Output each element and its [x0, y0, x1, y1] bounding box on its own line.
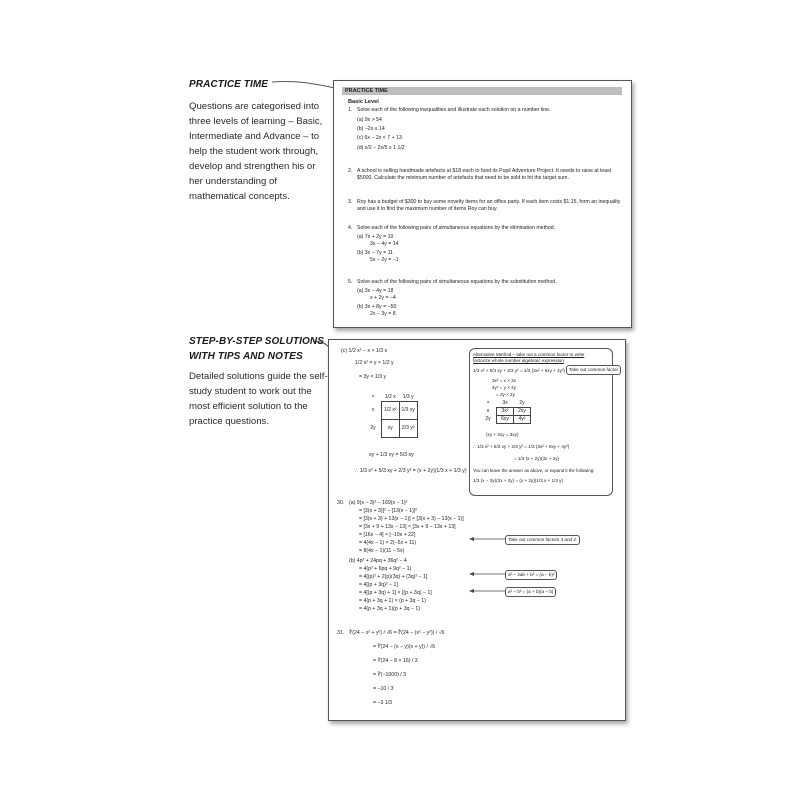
solution-line: = −10 / 3 [373, 686, 394, 692]
solution-line: = ∛(24 − 8 × 16) / 3 [373, 658, 418, 664]
grid-cell: 4y² [514, 416, 531, 424]
step-solutions-title-line1: STEP-BY-STEP SOLUTIONS [189, 336, 324, 347]
question-number: 30. [337, 500, 345, 506]
grid-cell: 2/3 y² [399, 420, 417, 438]
step-solutions-text: Detailed solutions guide the self-study student to work out the most efficient solution to the practice questions. [189, 371, 328, 427]
question-1: 1. Solve each of the following inequalities and illustrate each solution on a number line. (a) 9x > 54 (b) −2x ≤ 14 (c) 6x − 2x < 7 + 13 (d) x/2 − 2x/5 ≥ 1 1/2 [348, 107, 551, 151]
solution-line: = [3(x + 3) + 13(x − 1)] × [3(x + 3) − 13(x − 1)] [359, 516, 464, 522]
solution-line: = 4(4x − 1) × 2(−5x + 11) [359, 540, 417, 546]
solution-line: = [3(x + 3)]² − [13(x − 1)]² [359, 508, 417, 514]
grid-cell: 2y [485, 416, 491, 422]
solution-line: ∴ 1/3 x² + 5/3 xy + 2/3 y² = (x + 2y)(1/3 x + 1/3 y) [355, 468, 467, 474]
grid-cell: 2y [519, 400, 525, 406]
solution-line: = 4[(p + 3q) + 1] × [(p + 3q) − 1] [359, 590, 432, 596]
alt-line: 3x² = x × 3x [492, 378, 517, 383]
alt-line: = 1/3 (x + 2y)(3x + 2y) [514, 456, 560, 461]
note-difference-of-squares: a² − b² = (a + b)(a − b) [505, 587, 556, 597]
question-number: 31. [337, 630, 345, 636]
practice-time-description [189, 77, 329, 204]
note-common-factor: Take out common factor [566, 365, 621, 375]
grid-cell: × [486, 400, 490, 407]
solution-line: = 4[(p + 3q)² − 1] [359, 582, 398, 588]
practice-page-preview [333, 80, 632, 328]
alt-line: = 2y × 2y [496, 392, 515, 397]
solution-line: ∛(24 − x² + y²) / √6 = ∛(24 − (x² − y²)) / √6 [349, 630, 445, 636]
question-5: 5. Solve each of the following pairs of simultaneous equations by the substitution method. (a) 3x − 4y = 18 x + 2y = −4 (b) 3x + 8y = −50 2x − 3y = 8 [348, 279, 557, 317]
grid-cell: 3x² [497, 408, 514, 416]
solution-line: xy + 1/3 xy = 5/3 xy [369, 452, 414, 458]
solution-line: = 3y × 1/3 y [359, 374, 387, 380]
solution-line: = 8(4x − 1)(11 − 5x) [359, 548, 405, 554]
question-4: 4. Solve each of the following pairs of simultaneous equations by the elimination method. (a) 7x + 2y = 10 3x − 4y = 14 (b) 3x − 7y = 11 5x − 2y = −1 [348, 225, 556, 263]
grid-cell: x [486, 408, 490, 414]
alt-line: You can leave the answer as above, or expand it the following: [473, 468, 595, 473]
grid-cell: 1/2 x² [382, 402, 400, 420]
alt-line: (xy + 2xy = 3xy) [486, 432, 519, 437]
grid-cell: xy [382, 420, 400, 438]
practice-time-text: Questions are categorised into three levels of learning – Basic, Intermediate and Advance – to help the student work through, develop and strengthen his or her understanding of mathematical concepts. [189, 101, 323, 202]
grid-cell: × [371, 394, 375, 401]
solution-line: = ∛(24 − (x − y)(x + y)) / √6 [373, 644, 436, 650]
grid-cell: 2xy [514, 408, 531, 416]
solution-line: (c) 1/2 x² − x × 1/3 x [341, 348, 388, 354]
alt-line: 4y² = y × 4y [492, 385, 517, 390]
alt-line: 1/3 (x − 2y)(3x + 2y) = (x + 2y)(1/3 x + 1/3 y) [473, 478, 563, 483]
practice-time-title: PRACTICE TIME [189, 79, 269, 90]
solution-line: (a) 9(x − 3)² − 169(x − 1)² [349, 500, 408, 506]
solution-line: = −3 1/3 [373, 700, 393, 706]
alt-line: ∴ 1/3 x² + 5/3 xy + 2/3 y² = 1/3 (3x² + 8xy + 4y²) [473, 444, 570, 449]
grid-cell: 1/2 x [384, 394, 396, 400]
solution-line: = [16x − 4] × [−10x + 22] [359, 532, 416, 538]
solution-line: = [3x + 9 + 13x − 13] × [3x + 9 − 13x + 13] [359, 524, 456, 530]
grid-cell: 1/3 xy [399, 402, 417, 420]
grid-cell: 3x [502, 400, 508, 406]
alt-line: 1/3 x² + 5/3 xy + 2/3 y² = 1/3 (3x² + 5xy + 4y²) [473, 368, 566, 373]
practice-page-header: PRACTICE TIME [342, 87, 622, 95]
grid-cell: 6xy [497, 416, 514, 424]
solution-line: 1/2 x² = y × 1/2 y [355, 360, 394, 366]
solution-line: = 4(p² + 6pq + 9q² − 1) [359, 566, 412, 572]
solution-line: = 4(p + 3q + 1)(p + 3q − 1) [359, 606, 420, 612]
question-3: 3. Roy has a budget of $300 to buy some novelty items for an office party. If each item costs $1.15, form an inequality and use it to find the maximum number of items Roy can buy. [348, 199, 621, 212]
step-solutions-description [189, 334, 337, 429]
solution-line: = ∛(−1000) / 3 [373, 672, 407, 678]
alt-title: Alternative Method – take out a common factor to write factorize whole number algebraic expression [473, 352, 585, 363]
note-perfect-square: a² − 2ab + b² = (a − b)² [505, 570, 557, 580]
solutions-page-preview [328, 339, 626, 721]
level-heading: Basic Level [348, 99, 379, 105]
note-common-factors: Take out common factors 4 and 2. [505, 535, 580, 545]
grid-cell: 2y [370, 425, 376, 431]
solution-line: = 4(p + 3q + 1) × (p + 3q − 1) [359, 598, 426, 604]
solution-line: (b) 4p² + 24pq + 36q² − 4 [349, 558, 407, 564]
question-2: 2. A school is selling handmade artefacts at $18 each to fund its Pupil Adventure Project. It needs to raise at least $5000. Calculate the minimum number of artefacts that need to be sold to hit the target sum. [348, 168, 612, 181]
solution-line: = 4[(p)² + 2(p)(3q) + (3q)² − 1] [359, 574, 428, 580]
grid-cell: 1/3 y [402, 394, 414, 400]
step-solutions-title-line2: WITH TIPS AND NOTES [189, 351, 303, 362]
grid-cell: x [371, 407, 375, 413]
